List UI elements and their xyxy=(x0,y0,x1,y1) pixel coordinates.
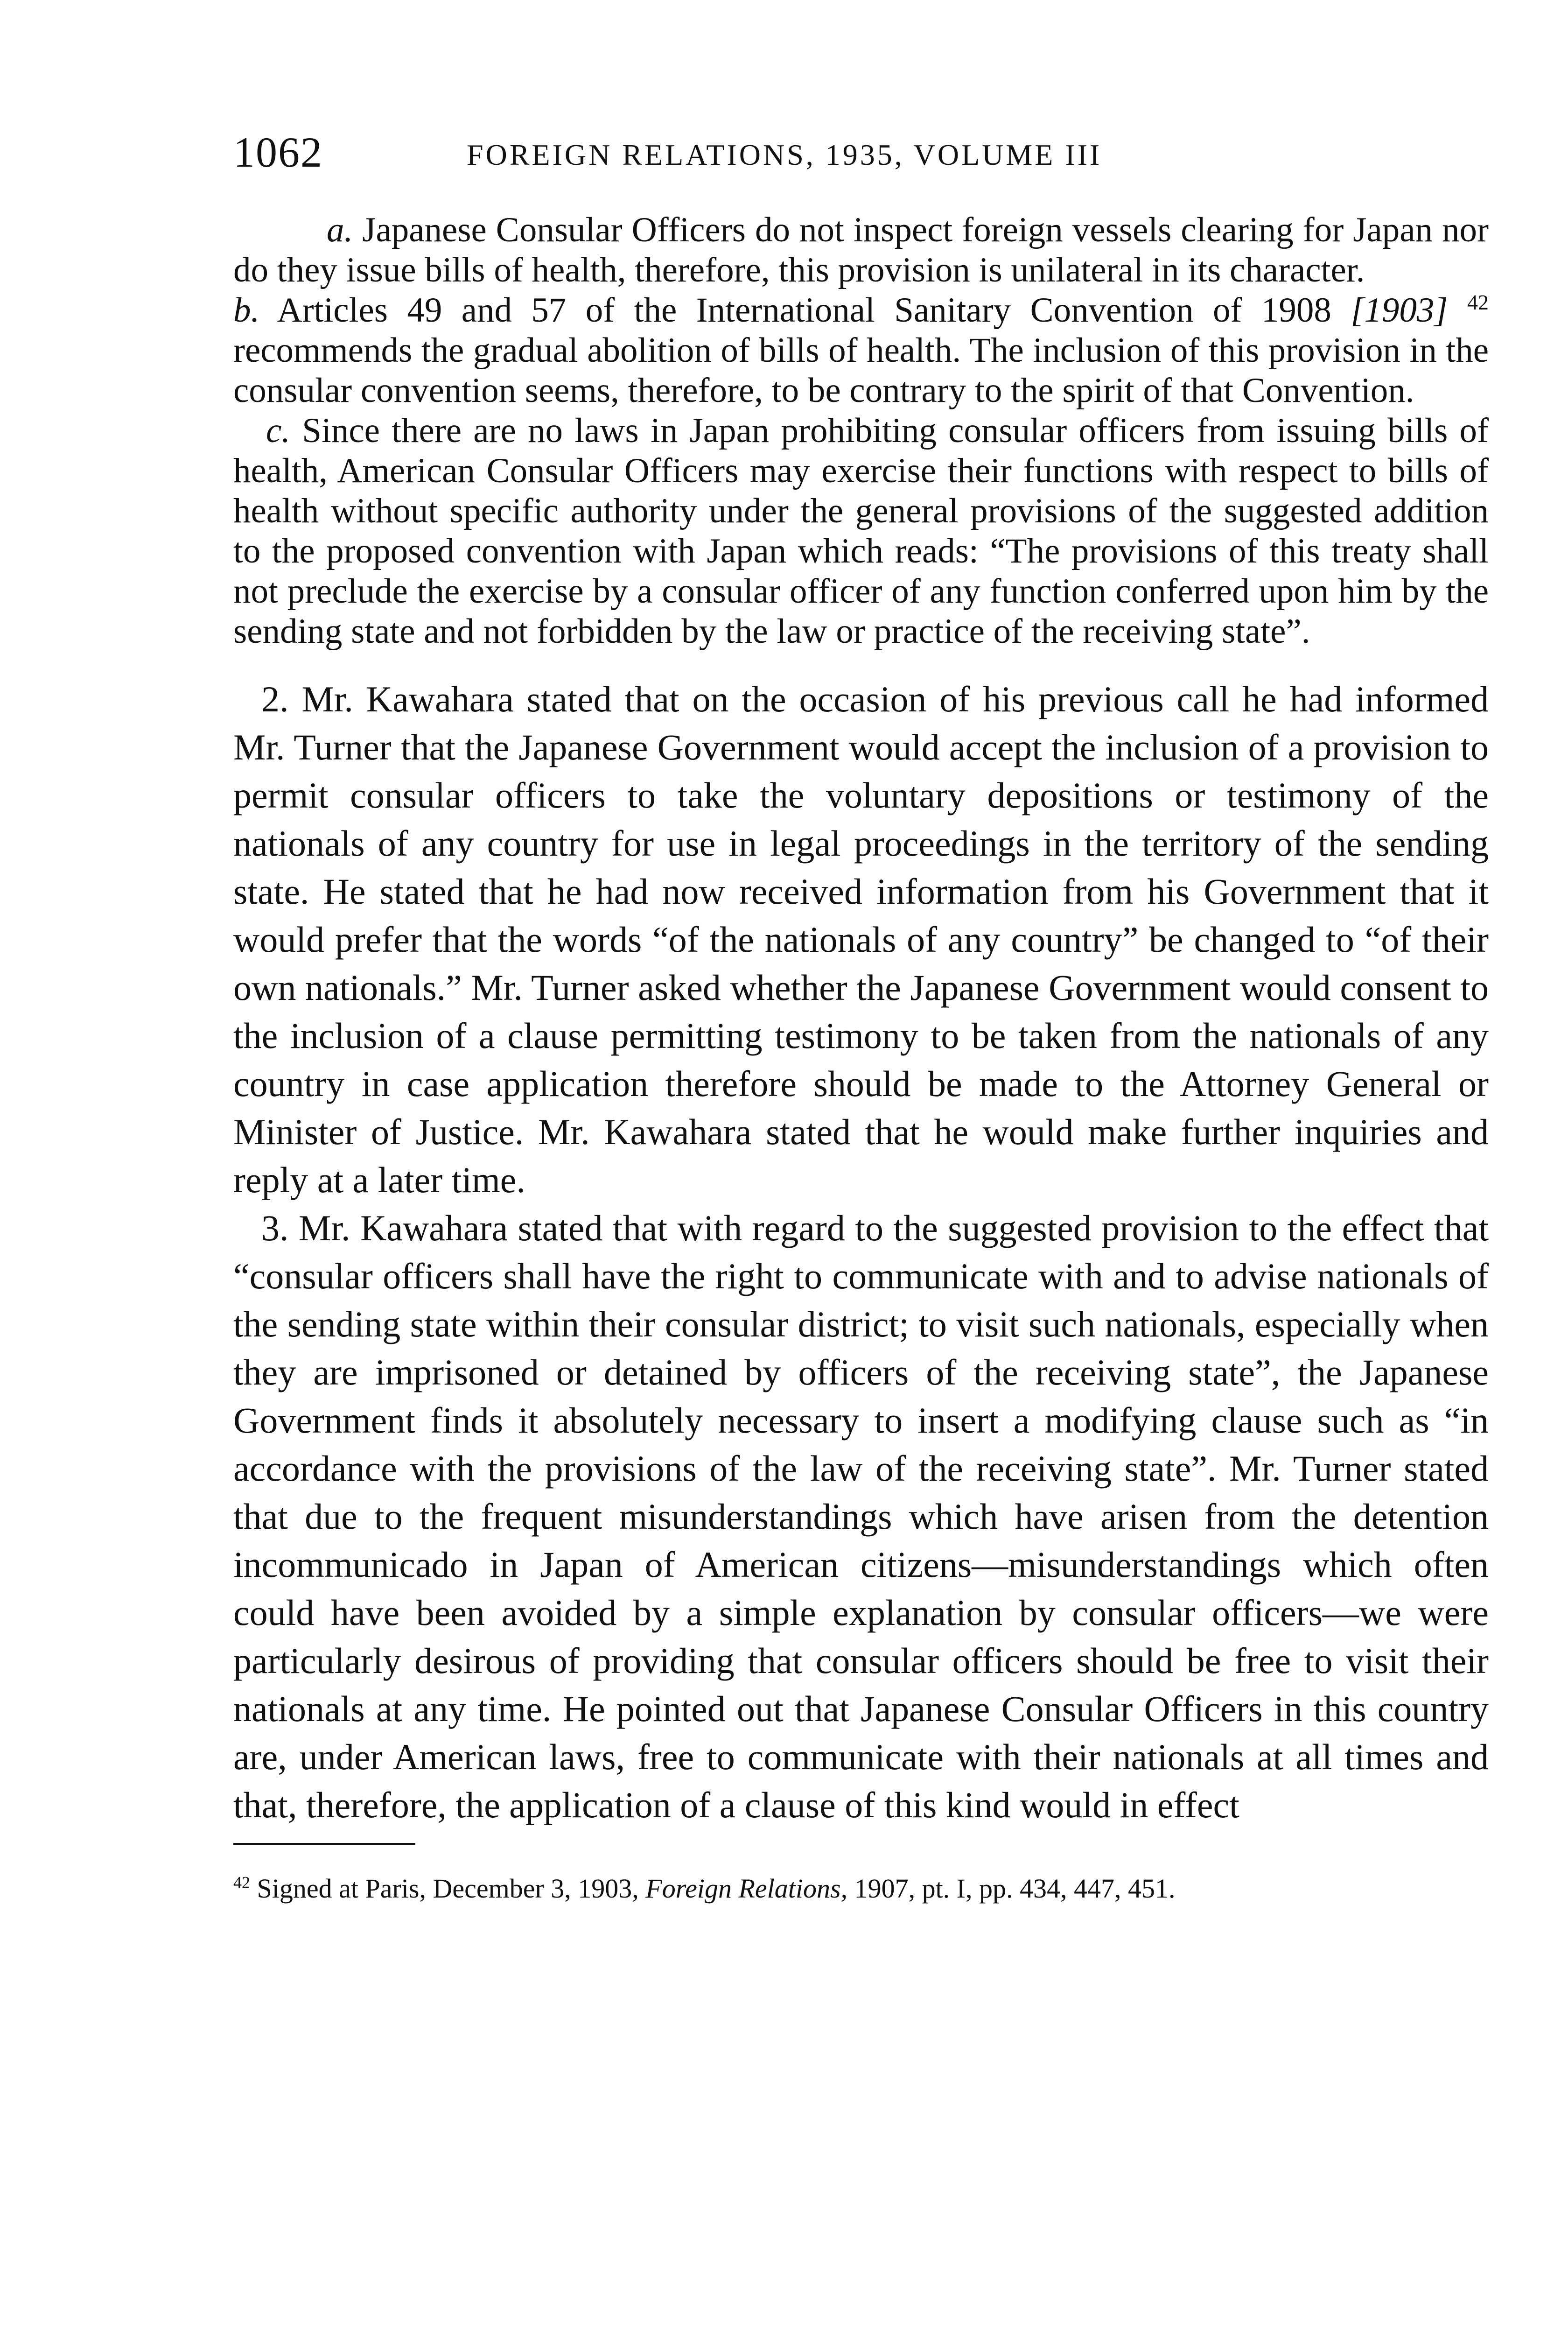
footnote-42 xyxy=(233,1873,1489,1905)
paragraph-3: 3. Mr. Kawahara stated that with regard to the suggested provision to the effect that “consular officers shall have the right to communicate with and to advise nationals of the sending state within their consular district; to visit such nationals, especially when they are imprisoned or detained by officers of the receiving state”, the Japanese Government finds it absolutely necessary to insert a modifying clause such as “in accordance with the provisions of the law of the receiving state”. Mr. Turner stated that due to the frequent misunderstandings which have arisen from the detention incommunicado in Japan of American citizens—misunderstandings which often could have been avoided by a simple explanation by consular officers—we were particularly desirous of providing that consular officers should be free to visit their nationals at any time. He pointed out that Japanese Consular Officers in this country are, under American laws, free to communicate with their nationals at all times and that, therefore, the application of a clause of this kind would in effect xyxy=(233,1208,1489,1825)
document-page xyxy=(233,128,1489,1905)
running-title: FOREIGN RELATIONS, 1935, VOLUME III xyxy=(467,138,1102,171)
point-b-text-after: recommends the gradual abolition of bills of health. The inclusion of this provision in the consular convention seems, therefore, to be contrary to the spirit of that Convention. xyxy=(233,331,1489,410)
point-c-text: Since there are no laws in Japan prohibiting consular officers from issuing bills of health, American Consular Officers may exercise their functions with respect to bills of health without specific authority under the general provisions of the suggested addition to the proposed convention with Japan which reads: “The provisions of this treaty shall not preclude the exercise by a consular officer of any function conferred upon him by the sending state and not forbidden by the law or practice of the receiving state”. xyxy=(233,411,1489,651)
footnote-publication: Foreign Relations, xyxy=(645,1873,848,1904)
point-a xyxy=(233,210,1489,290)
footnote-text-after: 1907, pt. I, pp. 434, 447, 451. xyxy=(854,1873,1176,1904)
footnote-text-before: Signed at Paris, December 3, 1903, xyxy=(257,1873,639,1904)
point-b-text-before: Articles 49 and 57 of the International Sanitary Convention of 1908 xyxy=(277,291,1331,330)
paragraph-2: 2. Mr. Kawahara stated that on the occasion of his previous call he had informed Mr. Turner that the Japanese Government would accept the inclusion of a provision to permit consular officers to take the voluntary depositions or testimony of the nationals of any country for use in legal proceedings in the territory of the sending state. He stated that he had now received information from his Government that it would prefer that the words “of the nationals of any country” be changed to “of their own nationals.” Mr. Turner asked whether the Japanese Government would consent to the inclusion of a clause permitting testimony to be taken from the nationals of any country in case application therefore should be made to the Attorney General or Minister of Justice. Mr. Kawahara stated that he would make further inquiries and reply at a later time. xyxy=(233,679,1489,1200)
point-a-label: a. xyxy=(327,211,353,249)
page-number: 1062 xyxy=(233,128,323,176)
running-head xyxy=(233,128,1489,201)
point-c xyxy=(233,411,1489,652)
footnote-number: 42 xyxy=(233,1873,250,1892)
point-a-text: Japanese Consular Officers do not inspect foreign vessels clearing for Japan nor do they issue bills of health, therefore, this provision is unilateral in its character. xyxy=(233,211,1489,289)
point-b-label: b. xyxy=(233,291,260,330)
point-b-bracket-year: [1903] xyxy=(1351,291,1448,330)
point-c-label: c. xyxy=(266,411,291,450)
enumerated-points xyxy=(233,210,1489,652)
footnote-divider xyxy=(233,1843,415,1845)
point-b xyxy=(233,290,1489,411)
main-paragraphs xyxy=(233,675,1489,1829)
footnote-reference: 42 xyxy=(1467,290,1489,314)
